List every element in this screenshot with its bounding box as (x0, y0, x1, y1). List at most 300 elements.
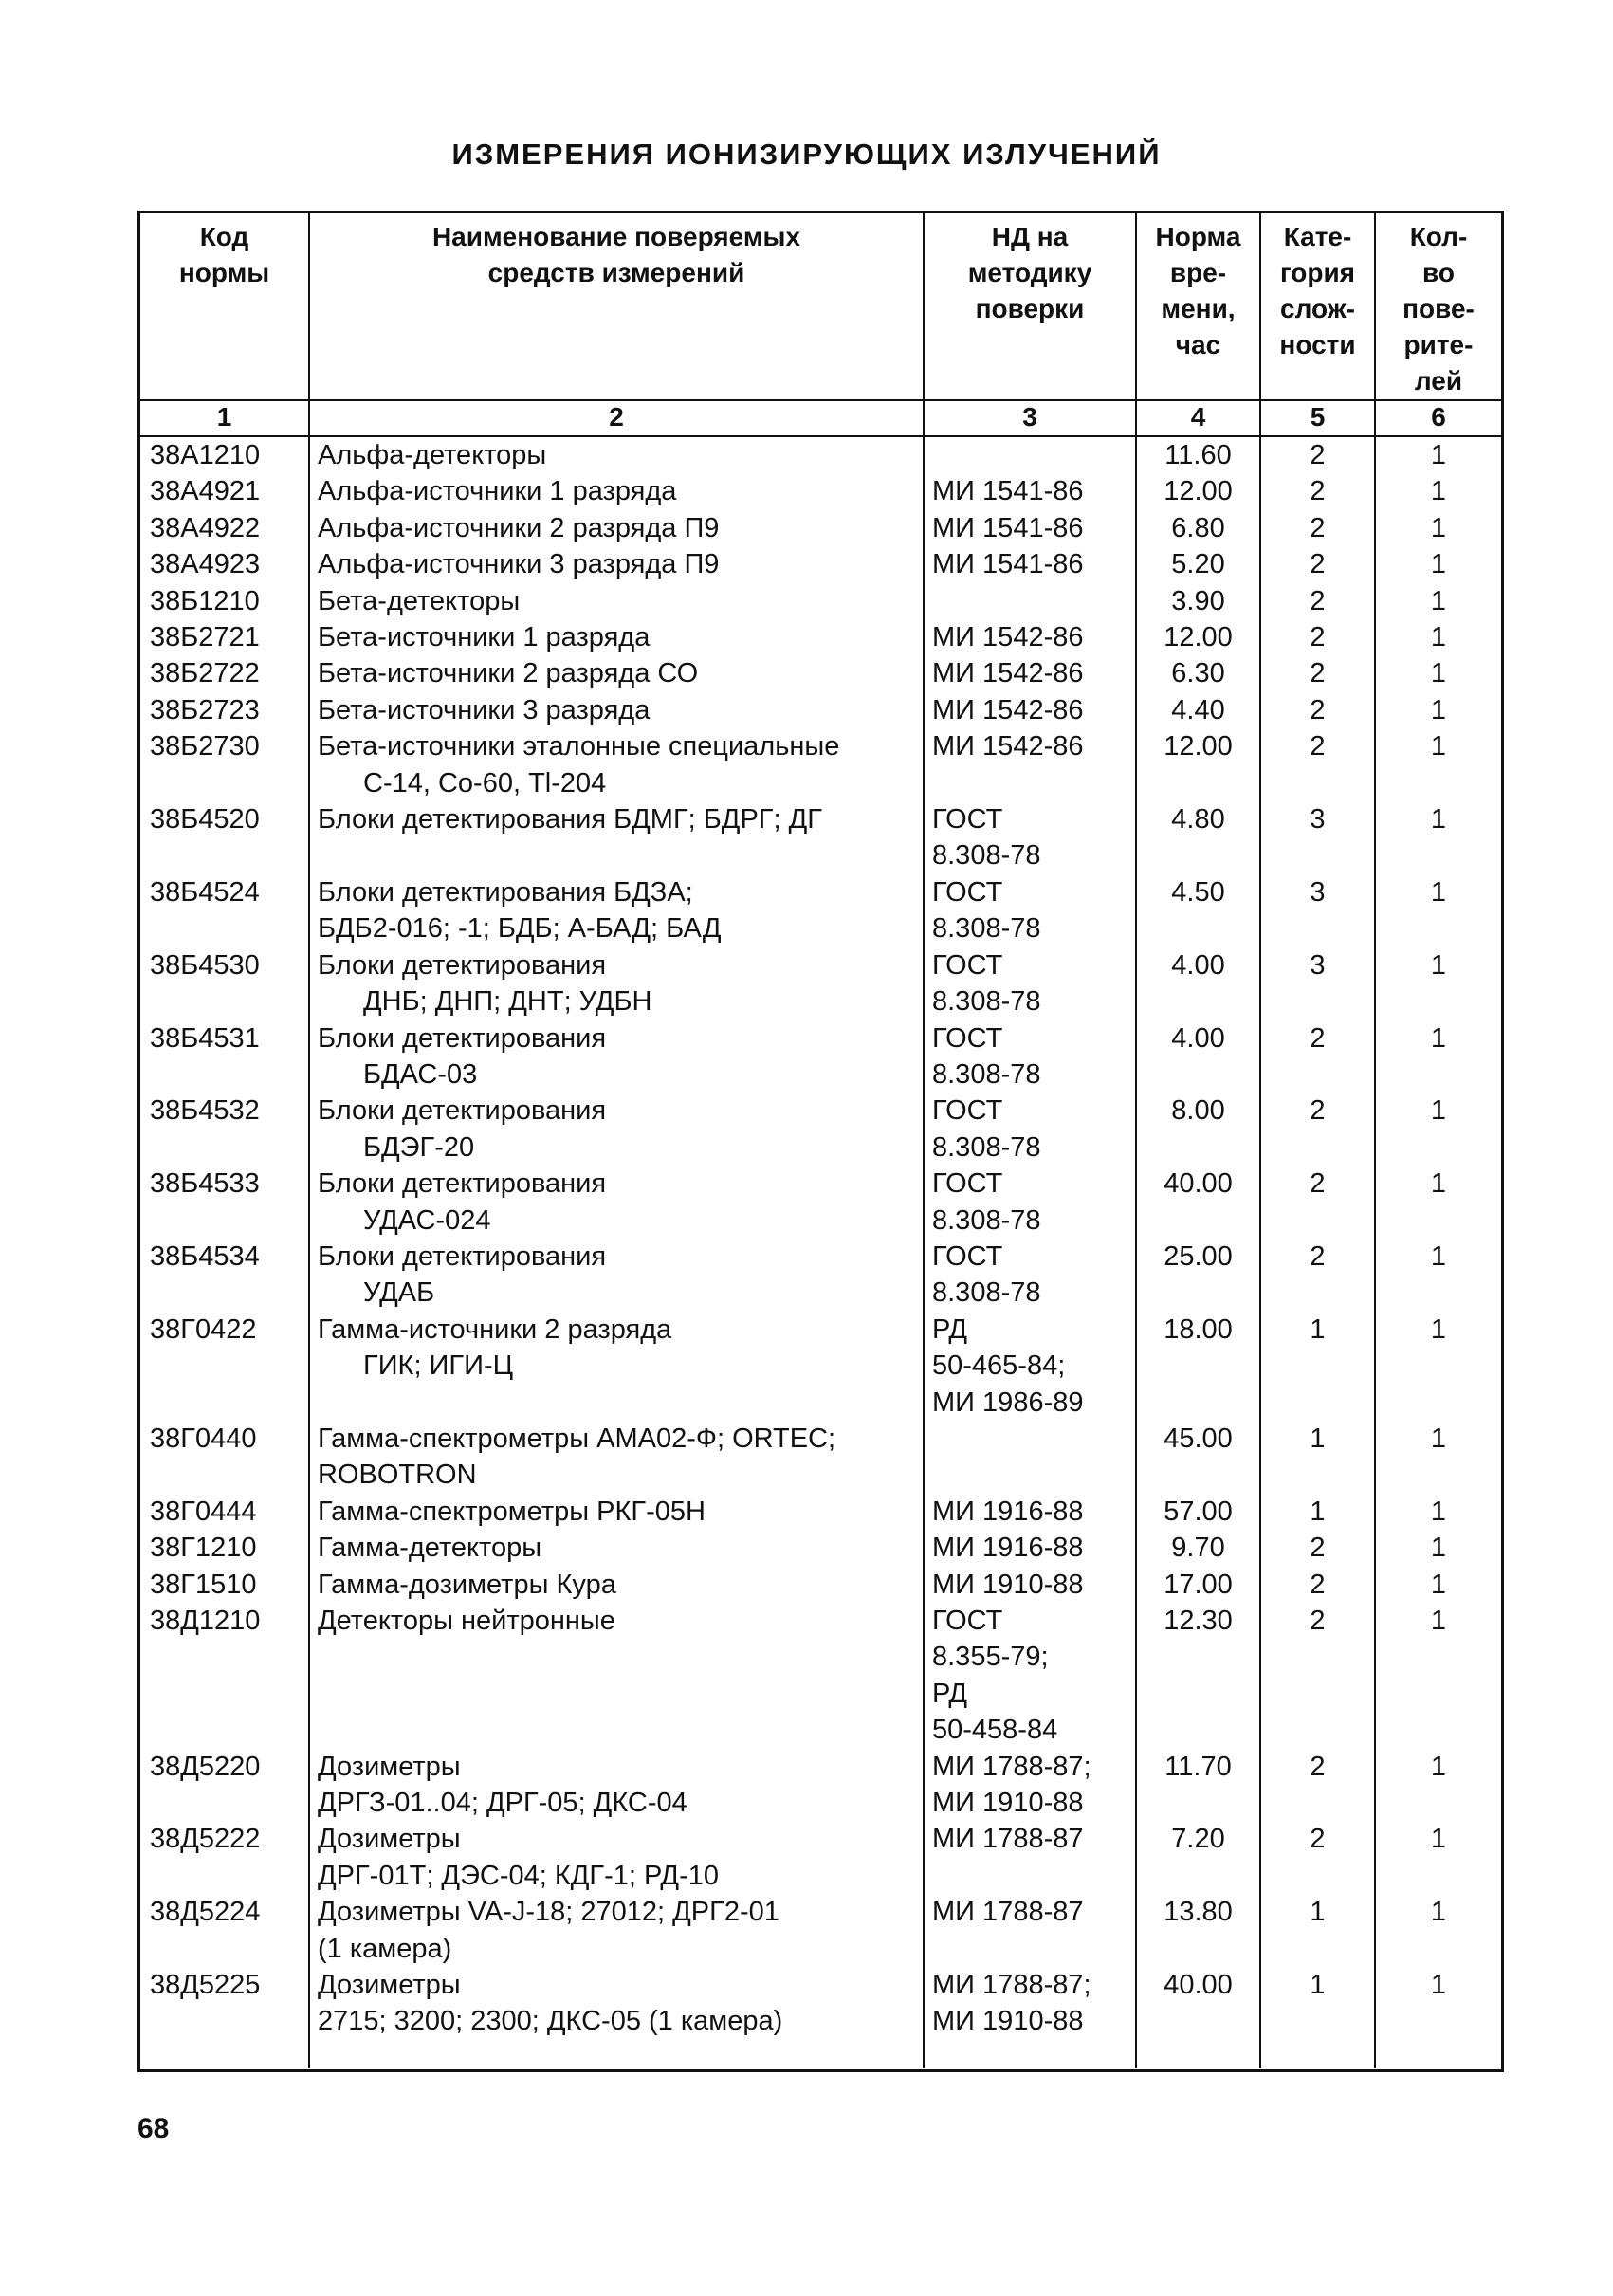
column-number: 4 (1136, 400, 1260, 436)
nd-document (924, 619, 1136, 655)
table-row (140, 619, 1501, 655)
time-norm: 7.20 (1136, 1821, 1260, 1894)
verifier-count: 1 (1375, 1967, 1501, 2040)
time-norm: 40.00 (1136, 1166, 1260, 1239)
nd-line: МИ 1910-88 (932, 1788, 1084, 1819)
complexity-category: 2 (1260, 510, 1375, 546)
nd-document (924, 436, 1136, 473)
table-header-row (140, 213, 1501, 400)
instrument-name (309, 619, 924, 655)
name-line: Бета-источники 3 разряда (318, 694, 651, 726)
time-norm: 4.00 (1136, 1020, 1260, 1093)
instrument-name (309, 1239, 924, 1312)
nd-line: 8.308-78 (932, 1204, 1041, 1236)
name-line: Дозиметры (318, 1970, 461, 2001)
nd-line: РД (932, 1678, 968, 1709)
name-line: Блоки детектирования БДЗА; (318, 876, 693, 908)
norm-code: 38Б2722 (150, 658, 260, 689)
norm-code: 38Г1510 (150, 1569, 257, 1600)
nd-document (924, 1967, 1136, 2040)
table-row (140, 1603, 1501, 1749)
complexity-category: 2 (1260, 436, 1375, 473)
nd-document (924, 1894, 1136, 1967)
header-line: слож- (1280, 294, 1355, 323)
complexity-category: 2 (1260, 1239, 1375, 1312)
header-nd (924, 213, 1136, 400)
nd-document (924, 874, 1136, 947)
instrument-name (309, 1967, 924, 2040)
nd-line: ГОСТ (932, 1606, 1003, 1636)
norm-code: 38Г1210 (150, 1533, 257, 1564)
name-line: БДЭГ-20 (363, 1131, 475, 1163)
instrument-name (309, 1093, 924, 1166)
table-row (140, 1421, 1501, 1494)
name-line: ДРГ-01Т; ДЭС-04; КДГ-1; РД-10 (318, 1860, 719, 1891)
verifier-count: 1 (1375, 874, 1501, 947)
instrument-name (309, 801, 924, 874)
time-norm: 12.00 (1136, 619, 1260, 655)
complexity-category: 2 (1260, 1166, 1375, 1239)
complexity-category: 2 (1260, 1749, 1375, 1822)
table-row (140, 655, 1501, 691)
nd-document (924, 1567, 1136, 1603)
name-line: Альфа-детекторы (318, 440, 547, 470)
complexity-category: 3 (1260, 947, 1375, 1020)
verifier-count: 1 (1375, 1239, 1501, 1312)
table-row (140, 1967, 1501, 2040)
norm-code: 38Б2730 (150, 731, 260, 762)
instrument-name (309, 692, 924, 728)
nd-line: 50-465-84; (932, 1350, 1066, 1382)
verifier-count: 1 (1375, 1603, 1501, 1749)
nd-document (924, 801, 1136, 874)
verifier-count: 1 (1375, 1312, 1501, 1421)
complexity-category: 2 (1260, 1093, 1375, 1166)
nd-line: 8.308-78 (932, 840, 1041, 872)
norm-code: 38А4923 (150, 549, 261, 580)
nd-line: ГОСТ (932, 804, 1003, 836)
instrument-name (309, 655, 924, 691)
complexity-category: 2 (1260, 1567, 1375, 1603)
verifier-count: 1 (1375, 1421, 1501, 1494)
header-line: вре- (1169, 258, 1227, 287)
complexity-category: 1 (1260, 1421, 1375, 1494)
name-line: Блоки детектирования (318, 949, 607, 981)
complexity-category: 1 (1260, 1894, 1375, 1967)
instrument-name (309, 473, 924, 509)
time-norm: 45.00 (1136, 1421, 1260, 1494)
instrument-name (309, 1603, 924, 1749)
table-row (140, 546, 1501, 582)
norm-code: 38Г0444 (150, 1496, 257, 1527)
norm-code: 38Б4520 (150, 804, 260, 836)
table-row (140, 1530, 1501, 1566)
nd-line: МИ 1788-87; (932, 1751, 1091, 1782)
header-line: Наименование поверяемых (431, 222, 801, 251)
norm-code: 38Б4531 (150, 1022, 260, 1054)
header-line: Код (199, 222, 249, 251)
time-norm: 4.80 (1136, 801, 1260, 874)
table-row (140, 1020, 1501, 1093)
time-norm: 17.00 (1136, 1567, 1260, 1603)
nd-document (924, 583, 1136, 619)
time-norm: 40.00 (1136, 1967, 1260, 2040)
verifier-count: 1 (1375, 1530, 1501, 1566)
filler-cell (140, 2040, 309, 2068)
instrument-name (309, 1894, 924, 1967)
filler-cell (1260, 2040, 1375, 2068)
complexity-category: 2 (1260, 583, 1375, 619)
verifier-count: 1 (1375, 947, 1501, 1020)
instrument-name (309, 1821, 924, 1894)
verifier-count: 1 (1375, 546, 1501, 582)
nd-document (924, 1166, 1136, 1239)
complexity-category: 2 (1260, 728, 1375, 801)
complexity-category: 2 (1260, 1020, 1375, 1093)
name-line: БДАС-03 (363, 1058, 478, 1090)
header-line: методику (967, 258, 1092, 287)
name-line: УДАБ (363, 1277, 435, 1309)
nd-line: 8.308-78 (932, 1131, 1041, 1163)
nd-line: МИ 1916-88 (932, 1496, 1084, 1527)
header-line: гория (1279, 258, 1356, 287)
nd-document (924, 1020, 1136, 1093)
table-row (140, 1239, 1501, 1312)
time-norm: 6.80 (1136, 510, 1260, 546)
norm-code: 38Б4534 (150, 1240, 260, 1272)
nd-line: ГОСТ (932, 1168, 1003, 1200)
norm-code: 38Д5222 (150, 1824, 261, 1855)
nd-line: МИ 1910-88 (932, 1569, 1084, 1600)
nd-line: ГОСТ (932, 1022, 1003, 1054)
header-code (140, 213, 309, 400)
header-line: Норма (1155, 222, 1241, 251)
norm-code: 38А4921 (150, 476, 261, 507)
table-row (140, 436, 1501, 473)
name-line: Бета-детекторы (318, 585, 521, 616)
instrument-name (309, 546, 924, 582)
name-line: Гамма-спектрометры АМА02-Ф; ORTEC; (318, 1423, 836, 1454)
nd-document (924, 510, 1136, 546)
nd-line: МИ 1910-88 (932, 2006, 1084, 2037)
norm-code: 38Д1210 (150, 1606, 261, 1636)
nd-line: ГОСТ (932, 1095, 1003, 1127)
nd-line: МИ 1541-86 (932, 549, 1084, 580)
complexity-category: 2 (1260, 692, 1375, 728)
name-line: Блоки детектирования БДМГ; БДРГ; ДГ (318, 804, 822, 836)
verifier-count: 1 (1375, 1821, 1501, 1894)
name-line: Дозиметры (318, 1751, 461, 1782)
instrument-name (309, 1749, 924, 1822)
nd-line: 8.308-78 (932, 1058, 1041, 1090)
instrument-name (309, 436, 924, 473)
table-row (140, 801, 1501, 874)
time-norm: 18.00 (1136, 1312, 1260, 1421)
instrument-name (309, 1312, 924, 1421)
time-norm: 12.30 (1136, 1603, 1260, 1749)
complexity-category: 3 (1260, 801, 1375, 874)
time-norm: 11.60 (1136, 436, 1260, 473)
time-norm: 5.20 (1136, 546, 1260, 582)
verifier-count: 1 (1375, 436, 1501, 473)
norm-code: 38А1210 (150, 440, 261, 470)
time-norm: 11.70 (1136, 1749, 1260, 1822)
time-norm: 57.00 (1136, 1494, 1260, 1530)
header-line: рите- (1403, 330, 1474, 359)
nd-line: ГОСТ (932, 949, 1003, 981)
verifier-count: 1 (1375, 1567, 1501, 1603)
header-line: пове- (1402, 294, 1475, 323)
table-row (140, 728, 1501, 801)
filler-cell (1375, 2040, 1501, 2068)
nd-document (924, 692, 1136, 728)
norm-code: 38Б2721 (150, 622, 260, 653)
header-line: мени, (1161, 294, 1236, 323)
name-line: Дозиметры VA-J-18; 27012; ДРГ2-01 (318, 1897, 779, 1928)
column-number: 2 (309, 400, 924, 436)
verifier-count: 1 (1375, 801, 1501, 874)
header-qty (1375, 213, 1501, 400)
table-row (140, 1093, 1501, 1166)
page-number: 68 (137, 2113, 170, 2144)
nd-document (924, 1494, 1136, 1530)
verifier-count: 1 (1375, 1020, 1501, 1093)
filler-cell (309, 2040, 924, 2068)
name-line: Гамма-дозиметры Кура (318, 1569, 616, 1600)
column-number: 1 (140, 400, 309, 436)
norm-code: 38Б1210 (150, 585, 260, 616)
time-norm: 4.50 (1136, 874, 1260, 947)
column-number: 5 (1260, 400, 1375, 436)
name-line: Альфа-источники 3 разряда П9 (318, 549, 720, 580)
nd-line: МИ 1541-86 (932, 476, 1084, 507)
verifier-count: 1 (1375, 1494, 1501, 1530)
nd-document (924, 1093, 1136, 1166)
header-line: поверки (975, 294, 1085, 323)
complexity-category: 2 (1260, 1603, 1375, 1749)
norm-code: 38А4922 (150, 512, 261, 543)
table-row (140, 510, 1501, 546)
name-line: Бета-источники 1 разряда (318, 622, 651, 653)
verifier-count: 1 (1375, 692, 1501, 728)
table-row (140, 1312, 1501, 1421)
time-norm: 3.90 (1136, 583, 1260, 619)
name-line: УДАС-024 (363, 1204, 491, 1236)
header-line: час (1175, 330, 1221, 359)
name-line: ДРГЗ-01..04; ДРГ-05; ДКС-04 (318, 1788, 687, 1819)
time-norm: 6.30 (1136, 655, 1260, 691)
header-line: нормы (178, 258, 270, 287)
header-line: ности (1279, 330, 1356, 359)
filler-row (140, 2040, 1501, 2068)
name-line: ROBOTRON (318, 1460, 477, 1491)
column-number: 3 (924, 400, 1136, 436)
table-row (140, 1166, 1501, 1239)
name-line: 2715; 3200; 2300; ДКС-05 (1 камера) (318, 2006, 783, 2037)
instrument-name (309, 1421, 924, 1494)
table-row (140, 583, 1501, 619)
instrument-name (309, 728, 924, 801)
name-line: Блоки детектирования (318, 1095, 607, 1127)
table-row (140, 1494, 1501, 1530)
norm-code: 38Д5220 (150, 1751, 261, 1782)
table-row (140, 1894, 1501, 1967)
verifier-count: 1 (1375, 655, 1501, 691)
nd-document (924, 1821, 1136, 1894)
time-norm: 4.40 (1136, 692, 1260, 728)
nd-document (924, 655, 1136, 691)
verifier-count: 1 (1375, 583, 1501, 619)
norm-code: 38Б4530 (150, 949, 260, 981)
nd-line: МИ 1788-87; (932, 1970, 1091, 2001)
nd-document (924, 728, 1136, 801)
verifier-count: 1 (1375, 510, 1501, 546)
nd-document (924, 1749, 1136, 1822)
nd-line: ГОСТ (932, 876, 1003, 908)
name-line: (1 камера) (318, 1933, 452, 1964)
nd-line: МИ 1542-86 (932, 731, 1084, 762)
complexity-category: 1 (1260, 1967, 1375, 2040)
time-norm: 13.80 (1136, 1894, 1260, 1967)
nd-line: МИ 1916-88 (932, 1533, 1084, 1564)
norm-code: 38Б4532 (150, 1095, 260, 1127)
instrument-name (309, 947, 924, 1020)
name-line: С-14, Со-60, Tl-204 (363, 767, 607, 799)
nd-document (924, 947, 1136, 1020)
complexity-category: 2 (1260, 655, 1375, 691)
verifier-count: 1 (1375, 1749, 1501, 1822)
nd-line: МИ 1541-86 (932, 512, 1084, 543)
name-line: Альфа-источники 1 разряда (318, 476, 677, 507)
header-line: средств измерений (487, 258, 745, 287)
nd-line: МИ 1542-86 (932, 658, 1084, 689)
name-line: Бета-источники эталонные специальные (318, 731, 840, 762)
table-row (140, 947, 1501, 1020)
table-row (140, 874, 1501, 947)
filler-cell (924, 2040, 1136, 2068)
time-norm: 9.70 (1136, 1530, 1260, 1566)
header-line: НД на (991, 222, 1069, 251)
name-line: Детекторы нейтронные (318, 1606, 615, 1636)
instrument-name (309, 1530, 924, 1566)
header-line: во (1422, 258, 1455, 287)
instrument-name (309, 1567, 924, 1603)
header-line: лей (1414, 366, 1463, 395)
nd-line: МИ 1788-87 (932, 1897, 1084, 1928)
nd-document (924, 473, 1136, 509)
column-number-row (140, 400, 1501, 436)
table-row (140, 473, 1501, 509)
nd-document (924, 546, 1136, 582)
complexity-category: 1 (1260, 1312, 1375, 1421)
nd-line: РД (932, 1313, 968, 1345)
name-line: Бета-источники 2 разряда СО (318, 658, 699, 689)
name-line: Блоки детектирования (318, 1240, 607, 1272)
nd-document (924, 1421, 1136, 1494)
complexity-category: 1 (1260, 1494, 1375, 1530)
nd-line: 8.308-78 (932, 913, 1041, 945)
nd-line: 50-458-84 (932, 1715, 1058, 1746)
nd-line: МИ 1986-89 (932, 1387, 1084, 1418)
instrument-name (309, 1166, 924, 1239)
table-row (140, 1567, 1501, 1603)
instrument-name (309, 510, 924, 546)
name-line: Блоки детектирования (318, 1022, 607, 1054)
verifier-count: 1 (1375, 1894, 1501, 1967)
header-line: Кате- (1283, 222, 1352, 251)
table-row (140, 1749, 1501, 1822)
instrument-name (309, 874, 924, 947)
nd-line: 8.308-78 (932, 986, 1041, 1018)
nd-line: ГОСТ (932, 1240, 1003, 1272)
nd-line: 8.355-79; (932, 1642, 1049, 1673)
norm-code: 38Г0422 (150, 1313, 257, 1345)
complexity-category: 2 (1260, 619, 1375, 655)
nd-line: МИ 1542-86 (932, 694, 1084, 726)
complexity-category: 2 (1260, 1821, 1375, 1894)
nd-document (924, 1530, 1136, 1566)
norms-table (137, 211, 1504, 2072)
norm-code: 38Д5225 (150, 1970, 261, 2001)
time-norm: 8.00 (1136, 1093, 1260, 1166)
complexity-category: 2 (1260, 1530, 1375, 1566)
nd-document (924, 1603, 1136, 1749)
time-norm: 4.00 (1136, 947, 1260, 1020)
nd-line: МИ 1542-86 (932, 622, 1084, 653)
verifier-count: 1 (1375, 473, 1501, 509)
time-norm: 12.00 (1136, 473, 1260, 509)
filler-cell (1136, 2040, 1260, 2068)
nd-line: МИ 1788-87 (932, 1824, 1084, 1855)
name-line: Блоки детектирования (318, 1168, 607, 1200)
verifier-count: 1 (1375, 728, 1501, 801)
nd-line: 8.308-78 (932, 1277, 1041, 1309)
verifier-count: 1 (1375, 1166, 1501, 1239)
name-line: ДНБ; ДНП; ДНТ; УДБН (363, 986, 652, 1018)
time-norm: 25.00 (1136, 1239, 1260, 1312)
norm-code: 38Б4533 (150, 1168, 260, 1200)
instrument-name (309, 1494, 924, 1530)
instrument-name (309, 1020, 924, 1093)
complexity-category: 2 (1260, 546, 1375, 582)
table-row (140, 692, 1501, 728)
page-title: ИЗМЕРЕНИЯ ИОНИЗИРУЮЩИХ ИЗЛУЧЕНИЙ (451, 138, 1162, 171)
verifier-count: 1 (1375, 1093, 1501, 1166)
verifier-count: 1 (1375, 619, 1501, 655)
complexity-category: 3 (1260, 874, 1375, 947)
column-number: 6 (1375, 400, 1501, 436)
name-line: Гамма-источники 2 разряда (318, 1313, 672, 1345)
name-line: Гамма-детекторы (318, 1533, 542, 1564)
name-line: БДБ2-016; -1; БДБ; А-БАД; БАД (318, 913, 722, 945)
norm-code: 38Б4524 (150, 876, 260, 908)
norm-code: 38Д5224 (150, 1897, 261, 1928)
name-line: Гамма-спектрометры РКГ-05Н (318, 1496, 706, 1527)
nd-document (924, 1239, 1136, 1312)
nd-document (924, 1312, 1136, 1421)
table-body (140, 436, 1501, 2068)
header-cat (1260, 213, 1375, 400)
header-line: Кол- (1409, 222, 1468, 251)
norm-code: 38Б2723 (150, 694, 260, 726)
table-row (140, 1821, 1501, 1894)
header-time (1136, 213, 1260, 400)
name-line: Дозиметры (318, 1824, 461, 1855)
instrument-name (309, 583, 924, 619)
norm-code: 38Г0440 (150, 1423, 257, 1454)
name-line: ГИК; ИГИ-Ц (363, 1350, 514, 1382)
name-line: Альфа-источники 2 разряда П9 (318, 512, 720, 543)
